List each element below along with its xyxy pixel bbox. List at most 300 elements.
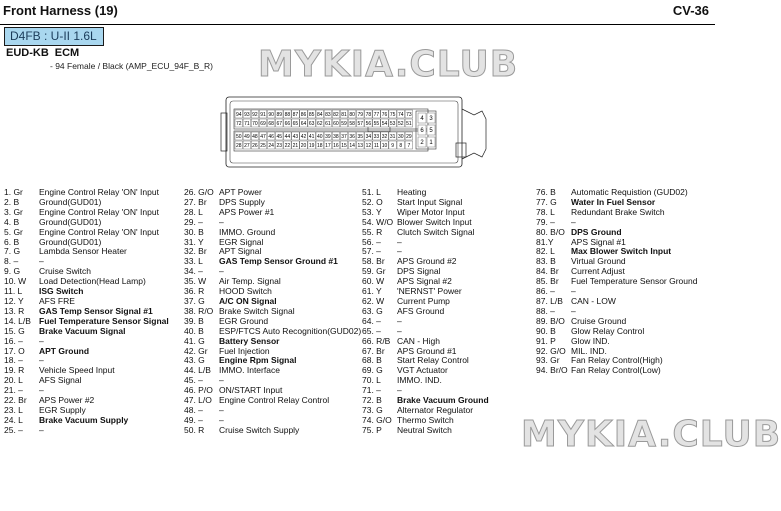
pin-row	[4, 287, 169, 297]
pin-number: 24. L	[4, 414, 23, 425]
pin-number: 17. O	[4, 345, 25, 356]
pin-function: –	[219, 216, 224, 227]
pin-function: –	[397, 236, 402, 247]
pin-number: 89. B/O	[536, 315, 565, 326]
pin-number: 92. G/O	[536, 345, 566, 356]
power-pin-label: 5	[429, 128, 433, 134]
pin-cell-label: 89	[276, 112, 283, 119]
pin-cell-label: 29	[406, 134, 412, 141]
pin-row	[184, 208, 361, 218]
power-pin-label: 2	[420, 140, 424, 146]
pin-number: 79. –	[536, 216, 555, 227]
pin-function: GAS Temp Sensor Ground #1	[219, 256, 338, 267]
pin-cell-label: 25	[260, 143, 266, 150]
pin-row	[4, 347, 169, 357]
pin-number: 7. G	[4, 246, 21, 257]
pin-number: 8. –	[4, 256, 19, 267]
pin-function: Vehicle Speed Input	[39, 365, 115, 376]
pin-number: 64. –	[362, 315, 381, 326]
pin-number: 21. –	[4, 385, 23, 396]
pin-function: Glow IND.	[571, 335, 610, 346]
pin-number: 56. –	[362, 236, 381, 247]
pin-cell-label: 37	[341, 134, 347, 141]
pin-cell-label: 32	[381, 134, 388, 141]
watermark-bottom: MYKIA.CLUB	[521, 414, 781, 455]
pin-number: 49. –	[184, 414, 203, 425]
pin-function: –	[219, 375, 224, 386]
pin-number: 12. Y	[4, 295, 24, 306]
pin-cell-label: 60	[333, 121, 339, 128]
pin-function: Clutch Switch Signal	[397, 226, 475, 237]
pin-function: APS Signal #2	[397, 276, 452, 287]
power-pin-label: 4	[420, 116, 424, 122]
pin-number: 71. –	[362, 385, 381, 396]
pin-cell-label: 34	[365, 134, 372, 141]
pin-number: 58. Br	[362, 256, 385, 267]
pin-cell-label: 86	[300, 112, 307, 119]
pin-function: –	[571, 305, 576, 316]
pin-cell-label: 51	[406, 121, 412, 128]
pin-cell-label: 65	[292, 121, 299, 128]
pin-row	[536, 366, 697, 376]
pin-row	[4, 337, 169, 347]
pin-cell-label: 78	[365, 112, 372, 119]
pin-number: 60. W	[362, 276, 385, 287]
pin-function: IMMO. Ground	[219, 226, 276, 237]
pin-row	[4, 416, 169, 426]
pin-row	[184, 228, 361, 238]
pin-number: 13. R	[4, 305, 25, 316]
pin-function: AFS Ground	[397, 305, 445, 316]
pin-cell-label: 31	[389, 134, 396, 141]
connector-region: EUD-KB	[6, 47, 49, 59]
pin-function: VGT Actuator	[397, 365, 448, 376]
pin-function: MIL. IND.	[571, 345, 607, 356]
connector-right-latch	[462, 109, 486, 159]
pin-function: Cruise Ground	[571, 315, 627, 326]
pin-cell-label: 68	[268, 121, 274, 128]
pin-function: Automatic Requistion (GUD02)	[571, 187, 688, 197]
model-badge: D4FB : U-II 1.6L	[4, 27, 104, 46]
pin-cell-label: 11	[373, 143, 380, 150]
pin-function: Load Detection(Head Lamp)	[39, 276, 146, 287]
power-pin-label: 6	[420, 128, 424, 134]
pin-function: DPS Ground	[571, 226, 622, 237]
pin-number: 63. G	[362, 305, 383, 316]
pin-row	[184, 277, 361, 287]
pin-function: ON/START Input	[219, 385, 283, 396]
pin-function: 'NERNST' Power	[397, 286, 462, 297]
pin-function: EGR Supply	[39, 404, 86, 415]
pin-number: 94. Br/O	[536, 365, 568, 376]
pin-cell-label: 12	[365, 143, 372, 150]
pin-number: 59. Gr	[362, 266, 386, 277]
pin-number: 67. Br	[362, 345, 385, 356]
pin-cell-label: 18	[316, 143, 323, 150]
pin-function: APT Signal	[219, 246, 262, 257]
pin-function: Alternator Regulator	[397, 404, 474, 415]
pin-number: 41. G	[184, 335, 205, 346]
pin-cell-label: 88	[284, 112, 291, 119]
pin-number: 77. G	[536, 196, 557, 207]
pin-cell-label: 93	[244, 112, 250, 119]
pin-cell-label: 58	[349, 121, 355, 128]
pin-function: Redundant Brake Switch	[571, 206, 665, 217]
pin-cell-label: 44	[284, 134, 291, 141]
pin-cell-label: 24	[268, 143, 274, 150]
pin-function: Fan Relay Control(Low)	[571, 365, 661, 376]
pin-row	[362, 337, 489, 347]
pin-cell-label: 36	[349, 134, 355, 141]
pin-number: 52. O	[362, 196, 383, 207]
pin-number: 93. Gr	[536, 355, 560, 366]
pin-function: Fuel Temperature Sensor Signal	[39, 315, 169, 326]
pin-function: A/C ON Signal	[219, 295, 277, 306]
pin-row	[4, 277, 169, 287]
pin-column-1	[4, 188, 169, 436]
pin-function: –	[39, 355, 44, 366]
power-pin-label: 1	[429, 140, 433, 146]
pin-number: 4. B	[4, 216, 20, 227]
pin-function: APS Power #1	[219, 206, 275, 217]
pin-cell-label: 38	[333, 134, 339, 141]
pin-cell-label: 80	[349, 112, 355, 119]
pin-function: ISG Switch	[39, 286, 84, 297]
pin-cell-label: 79	[357, 112, 364, 119]
pin-number: 69. G	[362, 365, 383, 376]
pin-function: Fan Relay Control(High)	[571, 355, 663, 366]
pin-function: –	[571, 286, 576, 297]
pin-cell-label: 27	[244, 143, 250, 150]
pin-cells	[235, 110, 435, 149]
pin-row	[184, 188, 361, 198]
pin-cell-label: 73	[406, 112, 412, 119]
pin-number: 29. –	[184, 216, 203, 227]
pin-cell-label: 15	[341, 143, 347, 150]
pin-number: 48. –	[184, 404, 203, 415]
pin-number: 9. G	[4, 266, 21, 277]
pin-function: Neutral Switch	[397, 424, 452, 435]
pin-number: 39. B	[184, 315, 204, 326]
pin-function: Engine Control Relay 'ON' Input	[39, 187, 159, 197]
pin-cell-label: 55	[373, 121, 380, 128]
pin-number: 82. L	[536, 246, 555, 257]
pin-row	[4, 426, 169, 436]
pin-function: DPS Supply	[219, 196, 265, 207]
power-pin-label: 3	[429, 116, 433, 122]
watermark-top: MYKIA.CLUB	[258, 44, 519, 85]
pin-number: 10. W	[4, 276, 27, 287]
pin-row	[536, 327, 697, 337]
pin-function: GAS Temp Sensor Signal #1	[39, 305, 153, 316]
pin-number: 25. –	[4, 424, 23, 435]
pin-number: 45. –	[184, 375, 203, 386]
pin-number: 88. –	[536, 305, 555, 316]
pin-number: 47. L/O	[184, 395, 212, 406]
pin-function: IMMO. Interface	[219, 365, 280, 376]
pin-function: Ground(GUD01)	[39, 196, 102, 207]
pin-function: Water In Fuel Sensor	[571, 196, 656, 207]
pin-cell-label: 91	[260, 112, 266, 119]
pin-cell-label: 70	[252, 121, 258, 128]
pin-function: Wiper Motor Input	[397, 206, 465, 217]
pin-row	[4, 247, 169, 257]
pin-function: Start Relay Control	[397, 355, 469, 366]
pin-function: IMMO. IND.	[397, 375, 442, 386]
pin-function: –	[39, 385, 44, 396]
pin-number: 65. –	[362, 325, 381, 336]
pin-cell-label: 85	[308, 112, 315, 119]
pin-row	[184, 238, 361, 248]
pin-number: 42. Gr	[184, 345, 208, 356]
pin-column-3	[362, 188, 489, 436]
page-title: Front Harness (19)	[3, 3, 118, 18]
pin-function: –	[39, 256, 44, 267]
pin-cell-label: 33	[373, 134, 380, 141]
pin-row	[184, 337, 361, 347]
pin-cell-label: 7	[407, 143, 411, 150]
pin-cell-label: 92	[252, 112, 258, 119]
page-header	[0, 0, 715, 25]
pin-row	[536, 208, 697, 218]
pin-row	[4, 327, 169, 337]
pin-cell-label: 63	[308, 121, 315, 128]
pin-cell-label: 77	[373, 112, 380, 119]
pin-number: 35. W	[184, 276, 207, 287]
pin-function: Battery Sensor	[219, 335, 280, 346]
pin-function: –	[397, 246, 402, 257]
pin-cell-label: 66	[284, 121, 291, 128]
pin-number: 74. G/O	[362, 414, 392, 425]
pin-function: Engine Rpm Signal	[219, 355, 297, 366]
pin-function: CAN - LOW	[571, 295, 616, 306]
pin-function: –	[397, 325, 402, 336]
pin-cell-label: 22	[284, 143, 291, 150]
pin-function: Engine Control Relay Control	[219, 395, 330, 406]
pin-number: 83. B	[536, 256, 556, 267]
pin-function: Lambda Sensor Heater	[39, 246, 127, 257]
pin-cell-label: 13	[357, 143, 364, 150]
pin-cell-label: 94	[235, 112, 242, 119]
pin-cell-label: 46	[268, 134, 274, 141]
pin-row	[184, 426, 361, 436]
pin-number: 5. Gr	[4, 226, 23, 237]
pin-number: 90. B	[536, 325, 556, 336]
pin-number: 40. B	[184, 325, 204, 336]
pin-cell-label: 40	[316, 134, 323, 141]
pin-cell-label: 52	[397, 121, 404, 128]
pin-function: –	[219, 266, 224, 277]
pin-cell-label: 72	[235, 121, 242, 128]
page-code: CV-36	[672, 3, 709, 18]
pin-function: ESP/FTCS Auto Recognition(GUD02)	[219, 325, 362, 336]
pin-cell-label: 49	[244, 134, 250, 141]
pin-cell-label: 69	[260, 121, 266, 128]
pin-number: 86. –	[536, 286, 555, 297]
pin-number: 75. P	[362, 424, 382, 435]
pin-column-4	[536, 188, 697, 376]
pin-cell-label: 8	[399, 143, 403, 150]
pin-number: 91. P	[536, 335, 556, 346]
connector-heading	[6, 47, 79, 59]
pin-function: Brake Vacuum Ground	[397, 395, 489, 406]
pin-number: 68. B	[362, 355, 382, 366]
pin-number: 33. L	[184, 256, 203, 267]
pin-number: 28. L	[184, 206, 203, 217]
pin-number: 61. Y	[362, 286, 382, 297]
pin-number: 3. Gr	[4, 206, 23, 217]
pin-number: 84. Br	[536, 266, 559, 277]
pin-number: 16. –	[4, 335, 23, 346]
pin-cell-label: 20	[300, 143, 307, 150]
pin-cell-label: 56	[365, 121, 372, 128]
pin-function: APS Ground #1	[397, 345, 457, 356]
pin-cell-label: 43	[292, 134, 299, 141]
pin-function: APT Ground	[39, 345, 90, 356]
pin-number: 62. W	[362, 295, 385, 306]
pin-number: 30. B	[184, 226, 204, 237]
pin-number: 34. –	[184, 266, 203, 277]
pin-cell-label: 26	[252, 143, 258, 150]
pin-cell-label: 45	[276, 134, 283, 141]
pin-number: 51. L	[362, 187, 381, 197]
pin-cell-label: 9	[391, 143, 395, 150]
pin-number: 80. B/O	[536, 226, 565, 237]
pin-row	[184, 406, 361, 416]
pin-number: 19. R	[4, 365, 25, 376]
pin-function: Blower Switch Input	[397, 216, 472, 227]
pin-function: Virtual Ground	[571, 256, 626, 267]
pin-number: 70. L	[362, 375, 381, 386]
pin-row	[184, 366, 361, 376]
pin-number: 38. R/O	[184, 305, 214, 316]
pin-number: 85. Br	[536, 276, 559, 287]
pin-function: Max Blower Switch Input	[571, 246, 672, 257]
pin-function: APT Power	[219, 187, 262, 197]
pin-row	[4, 376, 169, 386]
pin-number: 81.Y	[536, 236, 554, 247]
pin-cell-label: 48	[252, 134, 258, 141]
pin-function: APS Power #2	[39, 395, 95, 406]
pin-cell-label: 82	[333, 112, 339, 119]
pin-cell-label: 41	[308, 134, 315, 141]
pin-row	[184, 257, 361, 267]
pin-number: 57. –	[362, 246, 381, 257]
pin-function: DPS Signal	[397, 266, 441, 277]
pin-function: Brake Switch Signal	[219, 305, 295, 316]
pin-row	[184, 396, 361, 406]
pin-function: Cruise Switch	[39, 266, 91, 277]
pin-number: 22. Br	[4, 395, 27, 406]
pin-number: 37. G	[184, 295, 205, 306]
pin-cell-label: 14	[349, 143, 355, 150]
pin-function: –	[219, 414, 224, 425]
pin-cell-label: 16	[333, 143, 339, 150]
pin-function: –	[397, 315, 402, 326]
pin-row	[536, 337, 697, 347]
pin-cell-label: 42	[300, 134, 307, 141]
pin-cell-label: 47	[260, 134, 266, 141]
pin-function: Fuel Temperature Sensor Ground	[571, 276, 698, 287]
pin-row	[4, 366, 169, 376]
pin-number: 73. G	[362, 404, 383, 415]
pin-function: Engine Control Relay 'ON' Input	[39, 226, 159, 237]
pin-number: 23. L	[4, 404, 23, 415]
pin-number: 20. L	[4, 375, 23, 386]
pin-function: EGR Ground	[219, 315, 269, 326]
pin-cell-label: 87	[292, 112, 299, 119]
pin-function: APS Ground #2	[397, 256, 457, 267]
pin-row	[184, 307, 361, 317]
connector-name: ECM	[54, 47, 80, 59]
pin-cell-label: 61	[325, 121, 331, 128]
pin-number: 87. L/B	[536, 295, 563, 306]
pin-number: 6. B	[4, 236, 20, 247]
pin-function: Air Temp. Signal	[219, 276, 281, 287]
pin-cell-label: 35	[357, 134, 364, 141]
pin-function: Engine Control Relay 'ON' Input	[39, 206, 159, 217]
pin-cell-label: 30	[397, 134, 404, 141]
pin-number: 46. P/O	[184, 385, 213, 396]
pin-function: Current Adjust	[571, 266, 625, 277]
pin-function: Current Pump	[397, 295, 450, 306]
pin-number: 55. R	[362, 226, 383, 237]
pin-number: 1. Gr	[4, 187, 23, 197]
pin-cell-label: 50	[235, 134, 242, 141]
pin-function: Brake Vacuum Supply	[39, 414, 129, 425]
pin-function: CAN - High	[397, 335, 440, 346]
pin-function: Ground(GUD01)	[39, 216, 102, 227]
pin-function: –	[39, 335, 44, 346]
pin-cell-label: 39	[325, 134, 331, 141]
pin-cell-label: 81	[341, 112, 347, 119]
pin-cell-label: 62	[316, 121, 323, 128]
pin-number: 15. G	[4, 325, 25, 336]
pin-column-2	[184, 188, 361, 436]
pin-number: 44. L/B	[184, 365, 211, 376]
pin-number: 54. W/O	[362, 216, 394, 227]
pin-number: 76. B	[536, 187, 556, 197]
pin-function: –	[397, 385, 402, 396]
pin-cell-label: 67	[276, 121, 283, 128]
pin-function: Thermo Switch	[397, 414, 454, 425]
pin-function: AFS Signal	[39, 375, 82, 386]
pin-cell-label: 84	[316, 112, 323, 119]
pin-cell-label: 53	[389, 121, 396, 128]
pin-function: –	[571, 216, 576, 227]
pin-function: Start Input Signal	[397, 196, 463, 207]
pin-cell-label: 57	[357, 121, 364, 128]
pin-cell-label: 59	[341, 121, 347, 128]
pin-cell-label: 74	[397, 112, 404, 119]
pin-number: 66. R/B	[362, 335, 391, 346]
pin-function: HOOD Switch	[219, 286, 272, 297]
pin-cell-label: 71	[244, 121, 250, 128]
pin-cell-label: 75	[389, 112, 396, 119]
pin-number: 27. Br	[184, 196, 207, 207]
pin-function: –	[39, 424, 44, 435]
pin-function: –	[219, 404, 224, 415]
pin-function: Fuel Injection	[219, 345, 270, 356]
pin-cell-label: 76	[381, 112, 388, 119]
pin-function: APS Signal #1	[571, 236, 626, 247]
pin-number: 14. L/B	[4, 315, 31, 326]
pin-number: 50. R	[184, 424, 205, 435]
pin-row	[4, 396, 169, 406]
connector-diagram	[220, 95, 490, 173]
pin-cell-label: 54	[381, 121, 388, 128]
connector-lock	[456, 143, 466, 157]
